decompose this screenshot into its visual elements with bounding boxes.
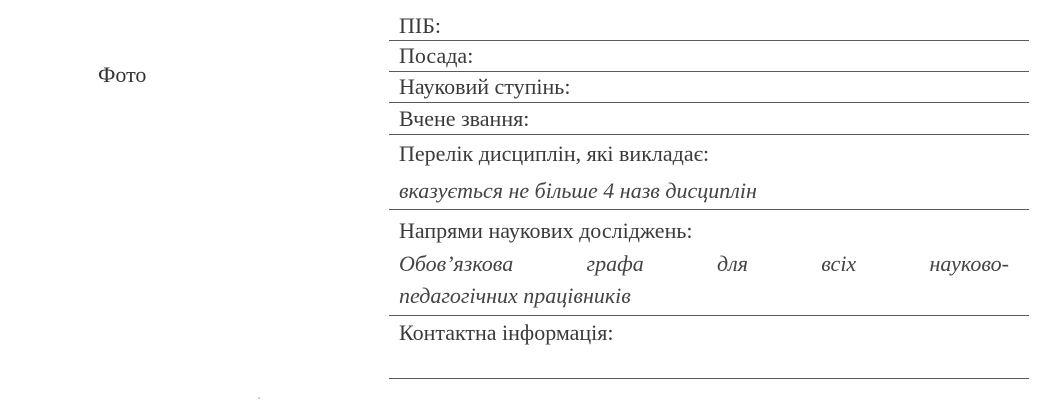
photo-placeholder-label: Фото [98,62,147,87]
hint-word: всіх [821,251,857,276]
disciplines-label: Перелік дисциплін, які викладає: [399,141,710,166]
hint-word: науково- [929,251,1009,276]
disciplines-field[interactable] [389,135,1029,210]
academic-title-field[interactable] [389,103,1029,135]
academic-title-label: Вчене звання: [399,106,530,131]
full-name-field[interactable] [389,12,1029,41]
contact-info-field[interactable] [389,316,1029,379]
full-name-label: ПІБ: [399,13,441,38]
research-directions-hint-line2: педагогічних працівників [399,283,631,308]
research-directions-hint-line1 [399,250,1009,278]
contact-info-label: Контактна інформація: [399,320,614,345]
position-field[interactable] [389,41,1029,72]
hint-word: графа [586,251,644,276]
research-directions-field[interactable] [389,210,1029,316]
academic-degree-label: Науковий ступінь: [399,74,571,99]
research-directions-label: Напрями наукових досліджень: [399,218,693,243]
disciplines-hint: вказується не більше 4 назв дисциплін [399,178,757,203]
hint-word: для [717,251,748,276]
scan-speck [258,397,260,399]
academic-degree-field[interactable] [389,72,1029,103]
hint-word: Обов’язкова [399,251,514,276]
position-label: Посада: [399,43,474,68]
